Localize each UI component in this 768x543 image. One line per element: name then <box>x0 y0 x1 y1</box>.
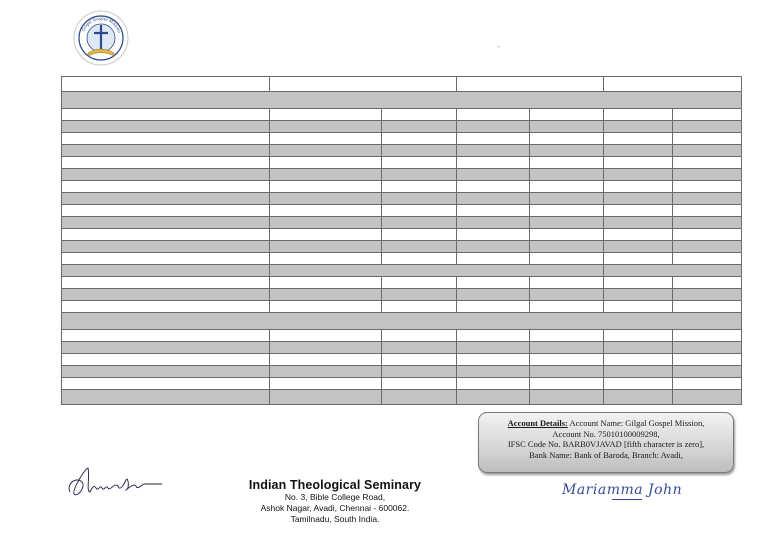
cell-divider <box>381 277 382 288</box>
cell-divider <box>381 229 382 240</box>
cell-divider <box>269 289 270 300</box>
cell-divider <box>269 342 270 353</box>
cell-divider <box>672 378 673 389</box>
cell-divider <box>672 289 673 300</box>
table-row <box>62 217 741 229</box>
cell-divider <box>456 390 457 404</box>
cell-divider <box>672 229 673 240</box>
table-row <box>62 205 741 217</box>
cell-divider <box>269 378 270 389</box>
cell-divider <box>381 289 382 300</box>
cell-divider <box>381 205 382 216</box>
cell-divider <box>456 181 457 192</box>
table-row <box>62 241 741 253</box>
cell-divider <box>381 301 382 312</box>
signature-right: Mariamma John <box>562 482 683 498</box>
cell-divider <box>529 121 530 132</box>
cell-divider <box>456 277 457 288</box>
seminary-address-block <box>240 478 430 525</box>
cell-divider <box>603 205 604 216</box>
cell-divider <box>381 145 382 156</box>
cell-divider <box>603 241 604 252</box>
cell-divider <box>529 157 530 168</box>
cell-divider <box>603 366 604 377</box>
cell-divider <box>672 217 673 228</box>
cell-divider <box>672 301 673 312</box>
cell-divider <box>269 366 270 377</box>
cell-divider <box>456 330 457 341</box>
cell-divider <box>672 157 673 168</box>
table-row <box>62 289 741 301</box>
table-row <box>62 181 741 193</box>
cell-divider <box>456 145 457 156</box>
cell-divider <box>603 277 604 288</box>
cell-divider <box>269 253 270 264</box>
cell-divider <box>603 157 604 168</box>
table-row <box>62 109 741 121</box>
cell-divider <box>269 145 270 156</box>
cell-divider <box>672 366 673 377</box>
cell-divider <box>381 169 382 180</box>
cell-divider <box>381 241 382 252</box>
cell-divider <box>672 193 673 204</box>
cell-divider <box>603 77 604 91</box>
cell-divider <box>603 169 604 180</box>
cell-divider <box>456 133 457 144</box>
cell-divider <box>603 378 604 389</box>
cell-divider <box>672 390 673 404</box>
cell-divider <box>672 121 673 132</box>
cell-divider <box>456 217 457 228</box>
cell-divider <box>529 366 530 377</box>
cell-divider <box>603 133 604 144</box>
account-number: Account No. 75010100009298, <box>552 428 660 439</box>
cell-divider <box>529 342 530 353</box>
cell-divider <box>603 145 604 156</box>
cell-divider <box>603 330 604 341</box>
cell-divider <box>603 289 604 300</box>
table-row <box>62 366 741 378</box>
ifsc-code: IFSC Code No. BARB0VJAVAD [fifth character is zero], <box>507 439 705 449</box>
cell-divider <box>672 277 673 288</box>
cell-divider <box>529 181 530 192</box>
cell-divider <box>456 354 457 365</box>
cell-divider <box>269 217 270 228</box>
cell-divider <box>672 354 673 365</box>
cell-divider <box>529 301 530 312</box>
cell-divider <box>381 366 382 377</box>
header-mark: - <box>497 42 501 52</box>
cell-divider <box>603 229 604 240</box>
cell-divider <box>603 109 604 120</box>
cell-divider <box>269 109 270 120</box>
cell-divider <box>269 121 270 132</box>
cell-divider <box>456 342 457 353</box>
table-row <box>62 229 741 241</box>
seminary-name: Indian Theological Seminary <box>248 478 422 492</box>
table-row <box>62 277 741 289</box>
cell-divider <box>381 157 382 168</box>
cell-divider <box>456 157 457 168</box>
cell-divider <box>456 77 457 91</box>
cell-divider <box>456 366 457 377</box>
cell-divider <box>529 277 530 288</box>
table-row <box>62 145 741 157</box>
seminary-address-line-2: Ashok Nagar, Avadi, Chennai - 600062. <box>260 503 410 513</box>
cell-divider <box>603 121 604 132</box>
table-row <box>62 157 741 169</box>
table-row <box>62 378 741 390</box>
cell-divider <box>269 157 270 168</box>
signature-underline <box>612 499 642 500</box>
cell-divider <box>529 193 530 204</box>
cell-divider <box>381 378 382 389</box>
bank-name: Bank Name: Bank of Baroda, Branch: Avadi, <box>529 449 683 460</box>
cell-divider <box>529 217 530 228</box>
cell-divider <box>672 145 673 156</box>
cell-divider <box>269 301 270 312</box>
cell-divider <box>269 77 270 91</box>
cell-divider <box>381 330 382 341</box>
table-row <box>62 253 741 265</box>
cell-divider <box>529 253 530 264</box>
table-row <box>62 354 741 366</box>
cell-divider <box>672 181 673 192</box>
cell-divider <box>456 121 457 132</box>
cell-divider <box>672 205 673 216</box>
logo-seal-text: Gilgal Gospel Mission <box>80 15 123 34</box>
cell-divider <box>603 181 604 192</box>
cell-divider <box>456 378 457 389</box>
cell-divider <box>269 169 270 180</box>
cell-divider <box>672 330 673 341</box>
cell-divider <box>269 390 270 404</box>
mission-logo <box>72 9 130 67</box>
cell-divider <box>529 390 530 404</box>
cell-divider <box>529 205 530 216</box>
cell-divider <box>381 390 382 404</box>
cell-divider <box>529 169 530 180</box>
cell-divider <box>603 390 604 404</box>
cell-divider <box>381 181 382 192</box>
account-details-label: Account Details: <box>507 418 568 428</box>
cell-divider <box>672 241 673 252</box>
cell-divider <box>456 241 457 252</box>
cell-divider <box>269 265 270 276</box>
cell-divider <box>456 301 457 312</box>
cell-divider <box>603 301 604 312</box>
table-row <box>62 92 741 109</box>
cell-divider <box>529 133 530 144</box>
cell-divider <box>456 109 457 120</box>
cell-divider <box>456 253 457 264</box>
cell-divider <box>603 265 604 276</box>
cell-divider <box>529 241 530 252</box>
cell-divider <box>672 133 673 144</box>
signature-left <box>64 462 164 506</box>
cell-divider <box>381 253 382 264</box>
table-row <box>62 133 741 145</box>
cell-divider <box>269 181 270 192</box>
cell-divider <box>672 109 673 120</box>
cell-divider <box>381 109 382 120</box>
cell-divider <box>603 342 604 353</box>
cell-divider <box>529 145 530 156</box>
account-details-box <box>478 412 734 473</box>
cell-divider <box>672 342 673 353</box>
cell-divider <box>269 205 270 216</box>
table-row <box>62 342 741 354</box>
cell-divider <box>269 229 270 240</box>
cell-divider <box>381 193 382 204</box>
cell-divider <box>529 330 530 341</box>
table-row <box>62 121 741 133</box>
cell-divider <box>381 342 382 353</box>
cell-divider <box>269 241 270 252</box>
seminary-address-line-3: Tamilnadu, South India. <box>290 514 380 524</box>
table-row <box>62 301 741 313</box>
cell-divider <box>381 217 382 228</box>
cell-divider <box>269 193 270 204</box>
cell-divider <box>529 229 530 240</box>
cell-divider <box>456 205 457 216</box>
cell-divider <box>269 277 270 288</box>
cell-divider <box>529 289 530 300</box>
cell-divider <box>456 289 457 300</box>
cell-divider <box>603 354 604 365</box>
cell-divider <box>529 378 530 389</box>
cell-divider <box>529 109 530 120</box>
table-row <box>62 193 741 205</box>
table-row <box>62 76 741 92</box>
seminary-address-line-1: No. 3, Bible College Road, <box>284 492 386 502</box>
ledger-table <box>61 76 742 405</box>
table-row <box>62 169 741 181</box>
cell-divider <box>381 121 382 132</box>
table-row <box>62 330 741 342</box>
cell-divider <box>603 193 604 204</box>
table-row <box>62 313 741 330</box>
account-name: Account Name: Gilgal Gospel Mission, <box>567 418 705 428</box>
cell-divider <box>456 193 457 204</box>
cell-divider <box>456 229 457 240</box>
cell-divider <box>269 133 270 144</box>
cell-divider <box>603 253 604 264</box>
table-row <box>62 265 741 277</box>
cell-divider <box>603 217 604 228</box>
cell-divider <box>456 169 457 180</box>
cell-divider <box>672 169 673 180</box>
cell-divider <box>381 354 382 365</box>
cell-divider <box>381 133 382 144</box>
table-row <box>62 390 741 405</box>
cell-divider <box>269 354 270 365</box>
cell-divider <box>529 354 530 365</box>
cell-divider <box>269 330 270 341</box>
cell-divider <box>672 253 673 264</box>
